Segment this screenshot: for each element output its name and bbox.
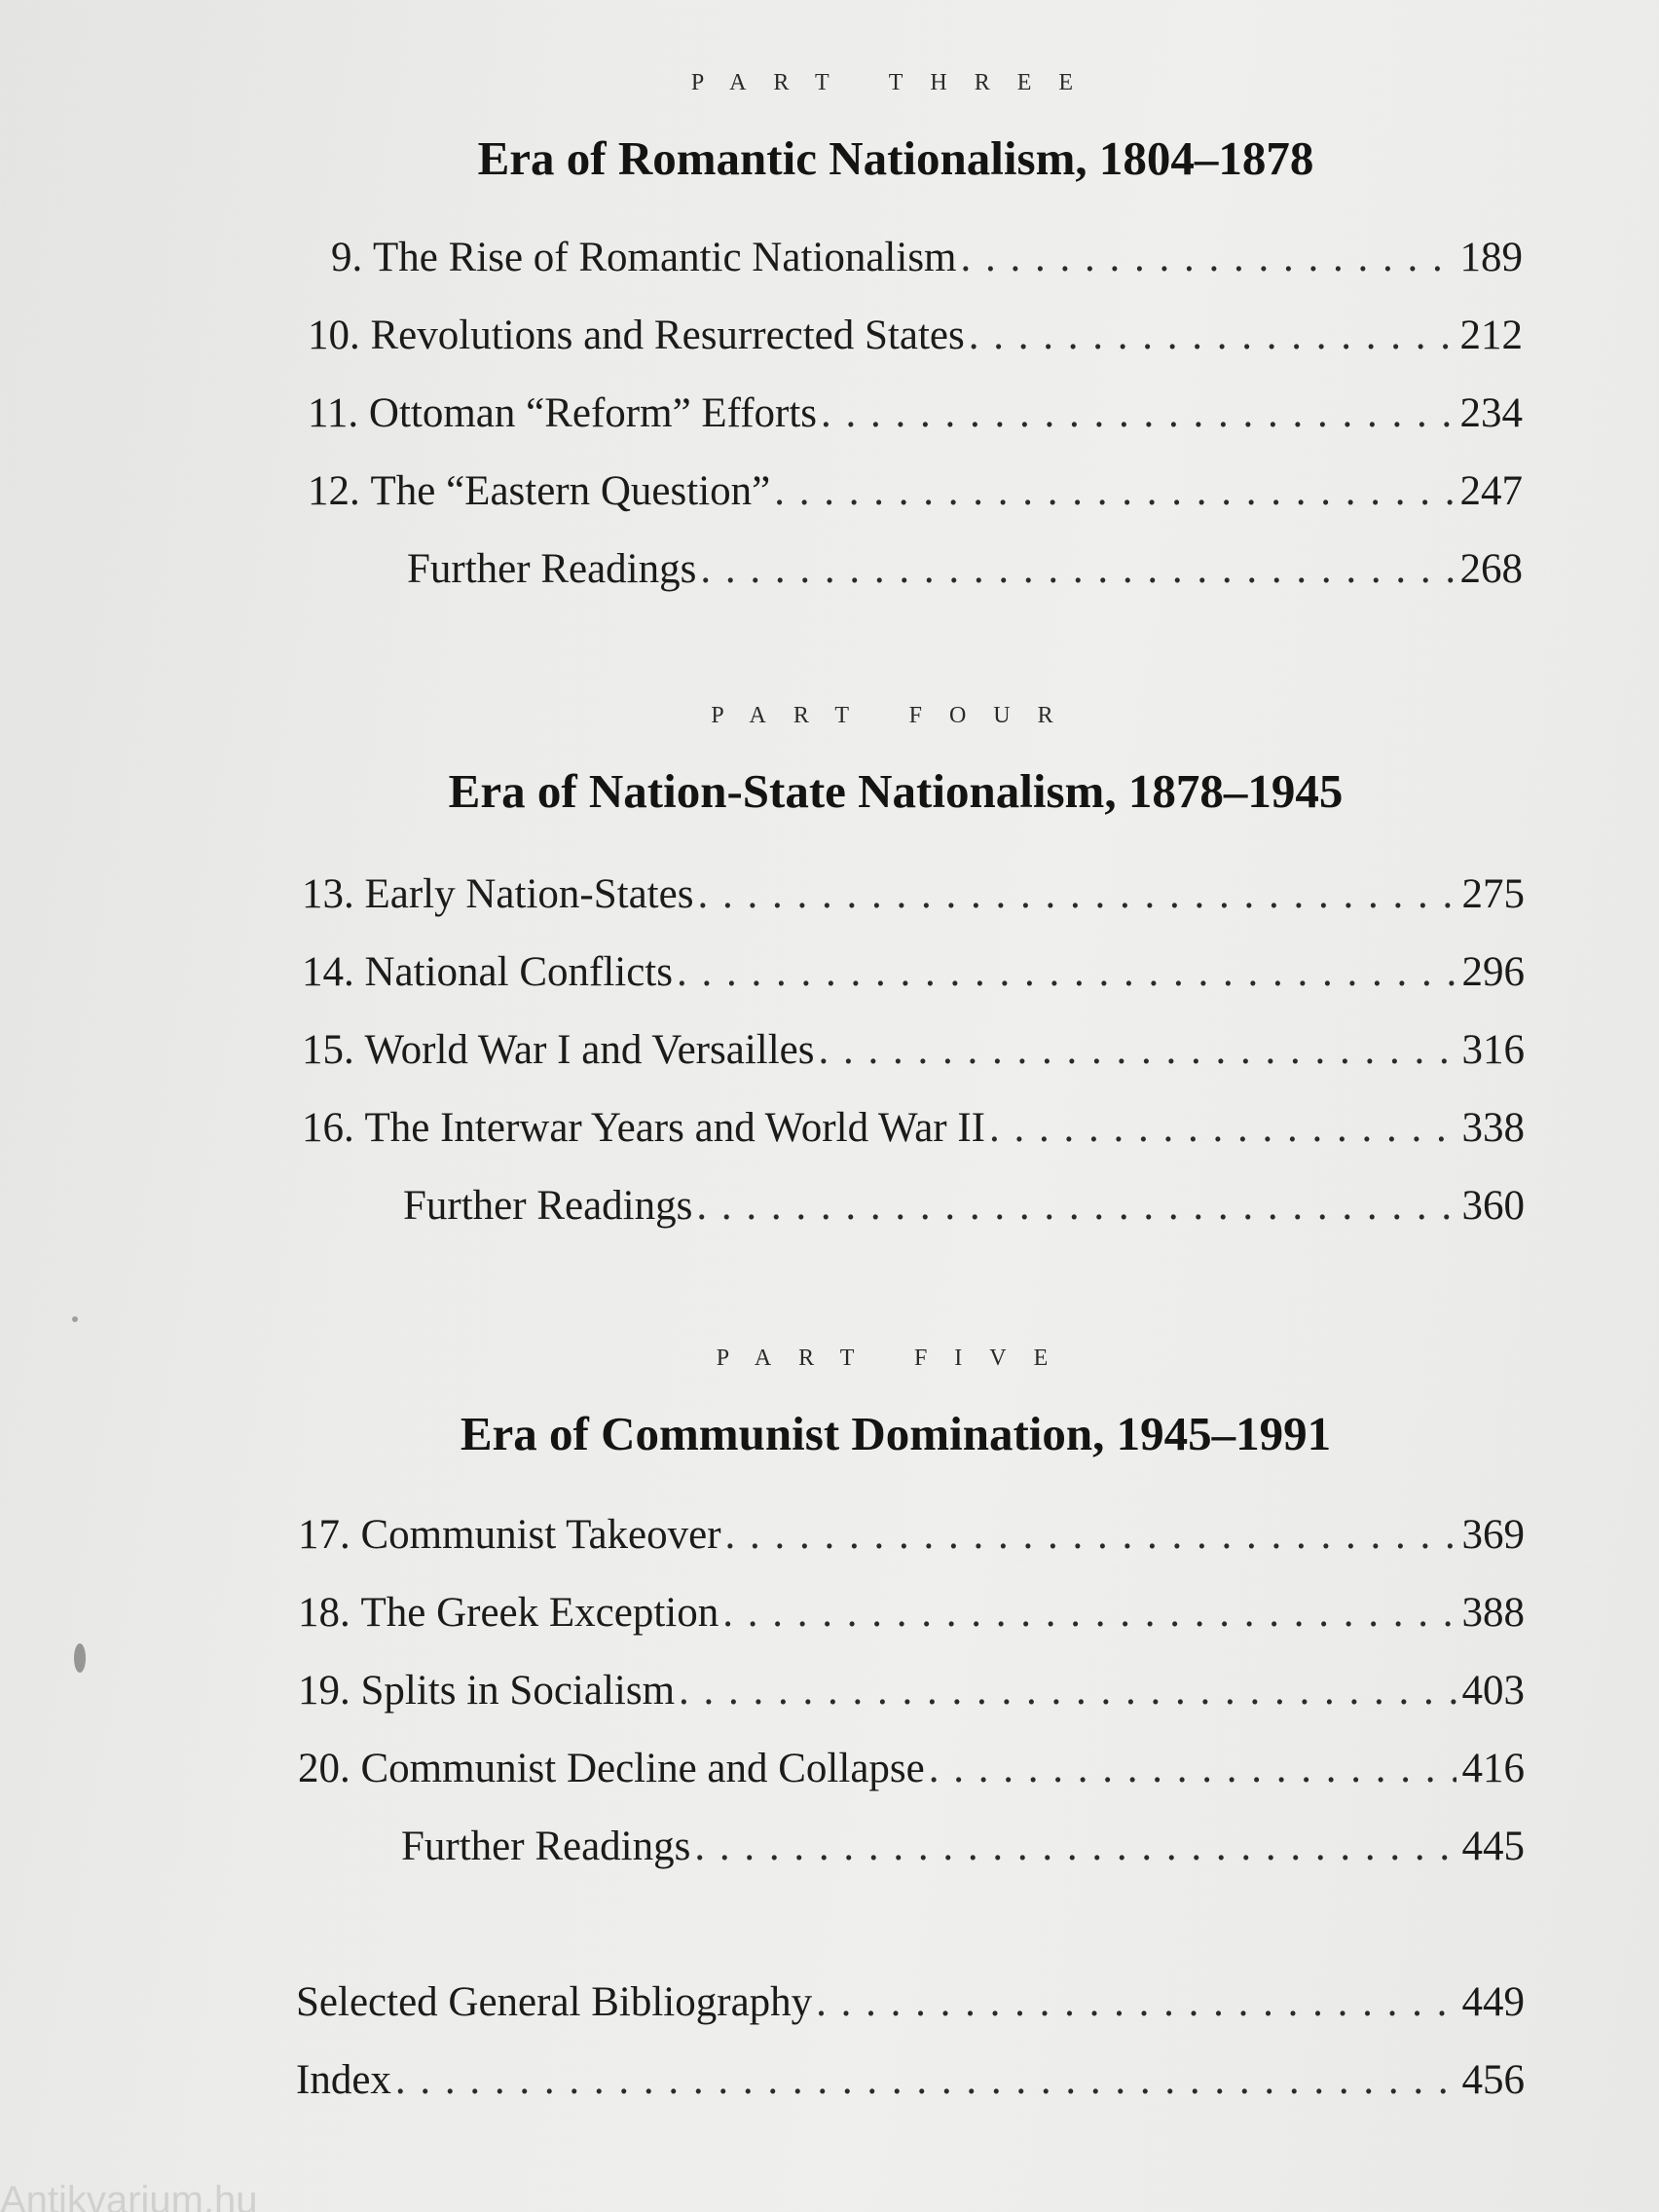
paper-smudge [74,1643,86,1673]
dot-leader [989,1104,1456,1152]
dot-leader [700,545,1454,593]
part-three-title: Era of Romantic Nationalism, 1804–1878 [477,131,1314,185]
toc-entry[interactable] [298,1667,1525,1725]
chapter-title: Communist Decline and Collapse [360,1746,925,1791]
toc-entry[interactable] [302,870,1525,929]
toc-entry[interactable] [308,312,1523,370]
chapter-number: 13. [302,871,354,917]
page-number: 338 [1461,1105,1525,1151]
chapter-title: National Conflicts [364,949,673,995]
dot-leader [679,1667,1456,1714]
dot-leader [774,467,1454,515]
paper-speck [72,1316,78,1322]
chapter-number: 16. [302,1105,354,1151]
page-number: 212 [1459,313,1523,358]
chapter-title: The Greek Exception [360,1590,719,1636]
page-number: 316 [1461,1027,1525,1073]
chapter-title: Splits in Socialism [360,1668,676,1714]
page-number: 403 [1461,1668,1525,1714]
part-four-title: Era of Nation-State Nationalism, 1878–1945 [448,764,1344,818]
page-number: 445 [1461,1824,1525,1869]
toc-entry[interactable] [302,948,1525,1007]
further-readings-title: Further Readings [403,1183,693,1229]
toc-entry[interactable] [308,389,1523,448]
page-number: 369 [1461,1512,1525,1558]
page-number: 388 [1461,1590,1525,1636]
bibliography-title: Selected General Bibliography [296,1979,813,2025]
dot-leader [969,312,1455,359]
chapter-number: 10. [308,313,360,358]
dot-leader [961,234,1455,281]
toc-entry-index[interactable] [296,2056,1525,2115]
toc-entry[interactable] [401,1823,1525,1881]
chapter-title: Communist Takeover [360,1512,721,1558]
part-five-label: PART FIVE [716,1346,1076,1371]
part-five-title: Era of Communist Domination, 1945–1991 [460,1407,1332,1460]
part-three-label: PART THREE [690,70,1101,95]
toc-entry[interactable] [403,1182,1525,1240]
toc-entry[interactable] [302,1026,1525,1085]
page-number: 268 [1459,546,1523,592]
chapter-title: Revolutions and Resurrected States [370,313,965,358]
chapter-number: 20. [298,1746,350,1791]
dot-leader [929,1745,1456,1792]
toc-entry[interactable] [298,1511,1525,1569]
toc-entry[interactable] [407,545,1523,604]
chapter-title: World War I and Versailles [364,1027,815,1073]
dot-leader [697,870,1456,918]
chapter-number: 12. [308,468,360,514]
page-number: 275 [1461,871,1525,917]
chapter-number: 14. [302,949,354,995]
toc-entry[interactable] [308,467,1523,526]
dot-leader [677,948,1456,996]
dot-leader [694,1823,1456,1870]
page-number: 234 [1459,390,1523,436]
page-number: 296 [1461,949,1525,995]
further-readings-title: Further Readings [401,1824,691,1869]
chapter-title: Ottoman “Reform” Efforts [368,390,818,436]
page-number: 416 [1461,1746,1525,1791]
chapter-number: 19. [298,1668,350,1714]
chapter-number: 17. [298,1512,350,1558]
chapter-number: 11. [308,390,359,436]
chapter-title: Early Nation-States [364,871,694,917]
dot-leader [725,1511,1456,1559]
chapter-number: 15. [302,1027,354,1073]
index-title: Index [296,2057,391,2103]
chapter-title: The “Eastern Question” [370,468,771,514]
further-readings-title: Further Readings [407,546,697,592]
dot-leader [818,1026,1456,1074]
dot-leader [395,2056,1456,2104]
chapter-title: The Rise of Romantic Nationalism [373,235,957,280]
toc-entry[interactable] [298,1589,1525,1647]
toc-entry[interactable] [331,234,1523,292]
toc-entry[interactable] [298,1745,1525,1803]
toc-entry-bibliography[interactable] [296,1978,1525,2037]
chapter-title: The Interwar Years and World War II [364,1105,985,1151]
dot-leader [821,389,1454,437]
dot-leader [696,1182,1456,1230]
page-number: 456 [1461,2057,1525,2103]
toc-entry[interactable] [302,1104,1525,1162]
dot-leader [722,1589,1456,1637]
page-number: 449 [1461,1979,1525,2025]
page-number: 247 [1459,468,1523,514]
watermark: Antikvarium.hu [0,2179,258,2212]
dot-leader [816,1978,1456,2026]
chapter-number: 9. [331,235,363,280]
page-number: 189 [1459,235,1523,280]
part-four-label: PART FOUR [711,703,1081,728]
page-number: 360 [1461,1183,1525,1229]
chapter-number: 18. [298,1590,350,1636]
